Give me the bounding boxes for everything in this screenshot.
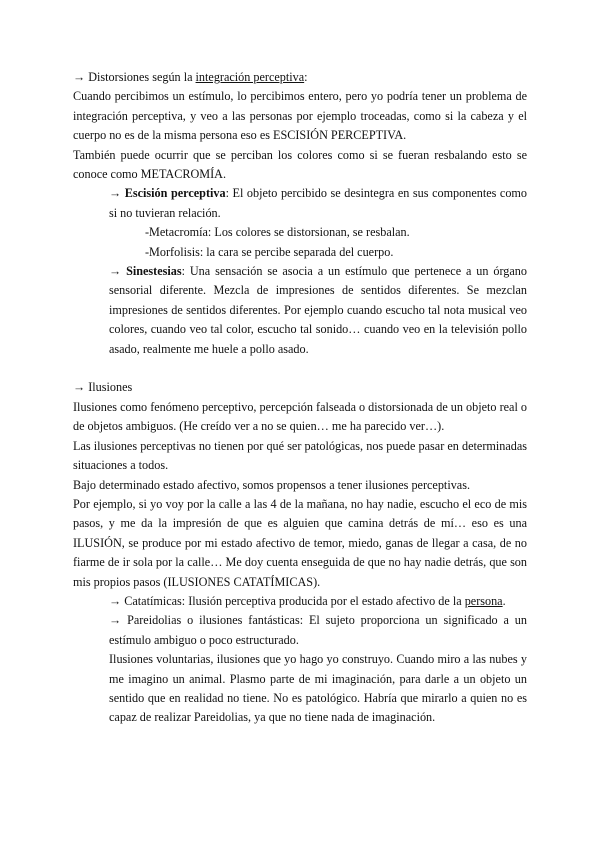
definition-pareidolias: → Pareidolias o ilusiones fantásticas: El sujeto proporciona un significado a un estímulo ambiguo o poco estructurado. — [109, 613, 527, 647]
paragraph-ilusiones-definicion: Ilusiones como fenómeno perceptivo, percepción falseada o distorsionada de un objeto real o de objetos ambiguos. (He creído ver a no se quien… me ha parecido ver…). — [73, 399, 527, 434]
document-body — [73, 68, 527, 728]
subitem-morfolisis: -Morfolisis: la cara se percibe separada del cuerpo. — [145, 244, 394, 259]
section-heading-distorsiones: → Distorsiones según la integración perceptiva: — [73, 70, 308, 84]
paragraph-integracion: Cuando percibimos un estímulo, lo percibimos entero, pero yo podría tener un problema de integración perceptiva, y veo a las personas por ejemplo troceadas, como si la cabeza y el cuerpo no es de la misma persona eso es ESCISIÓN PERCEPTIVA. — [73, 89, 527, 143]
paragraph-estado-afectivo: Bajo determinado estado afectivo, somos propensos a tener ilusiones perceptivas. — [73, 477, 470, 492]
section-heading-ilusiones: → Ilusiones — [73, 380, 133, 395]
definition-sinestesias: → Sinestesias: Una sensación se asocia a un estímulo que pertenece a un órgano sensorial diferente. Mezcla de impresiones de sentidos diferentes. Se mezclan impresiones de sentidos diferentes. Por ejemplo cuando escucho tal nota musical veo colores, cuando veo tal color, escucho tal sonido… cuando veo en la televisión pollo asado, realmente me huele a pollo asado. — [109, 264, 527, 356]
definition-catatimicas: → Catatímicas: Ilusión perceptiva producida por el estado afectivo de la persona. — [109, 593, 506, 608]
term-sinestesias: Sinestesias — [126, 264, 182, 279]
paragraph-metacromia: También puede ocurrir que se perciban los colores como si se fueran resbalando esto se conoce como METACROMÍA. — [73, 147, 527, 182]
definition-escision-perceptiva: → Escisión perceptiva: El objeto percibido se desintegra en sus componentes como si no tuvieran relación. — [109, 186, 528, 220]
integracion-perceptiva-underlined: integración perceptiva — [195, 70, 305, 84]
term-escision-perceptiva: Escisión perceptiva — [124, 186, 226, 201]
persona-underlined: persona — [464, 593, 503, 608]
paragraph-ejemplo-calle: Por ejemplo, si yo voy por la calle a las 4 de la mañana, no hay nadie, escucho el eco de mis pasos, y me da la impresión de que es alguien que camina detrás de mí… eso es una ILUSIÓN, se produce por mi estado afectivo de temor, miedo, ganas de llegar a casa, de no fiarme de ir sola por la calle… Me doy cuenta enseguida de que no hay nadie detrás, que son mis propios pasos (ILUSIONES CATATÍMICAS). — [73, 496, 527, 589]
subitem-metacromia: -Metacromía: Los colores se distorsionan, se resbalan. — [145, 225, 410, 240]
paragraph-no-patologicas: Las ilusiones perceptivas no tienen por qué ser patológicas, nos puede pasar en determinadas situaciones a todos. — [73, 438, 527, 473]
paragraph-ilusiones-voluntarias: Ilusiones voluntarias, ilusiones que yo hago yo construyo. Cuando miro a las nubes y me imagino un animal. Plasmo parte de mi imaginación, para darle a un objeto un sentido que en realidad no tiene. No es patológico. Habría que mirarlo a quien no es capaz de realizar Pareidolias, ya que no tiene nada de imaginación. — [109, 652, 527, 725]
spacer — [73, 359, 527, 378]
